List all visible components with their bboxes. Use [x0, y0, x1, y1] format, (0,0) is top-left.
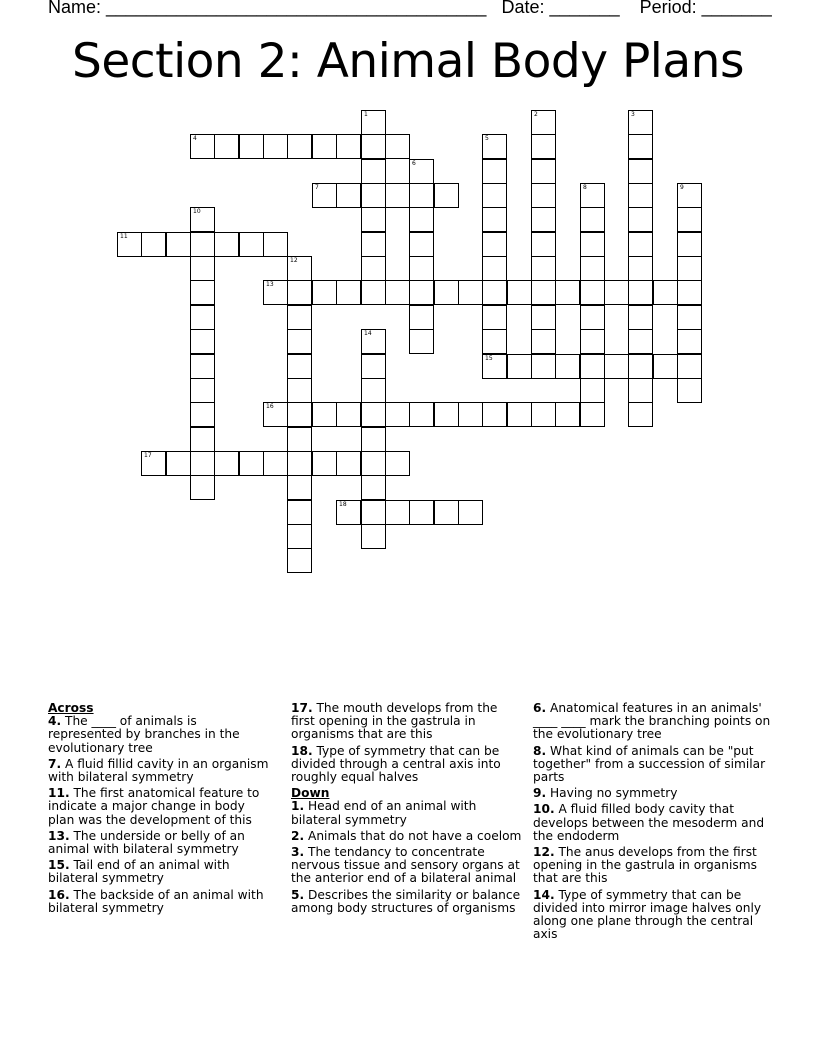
clue-down-6: [533, 702, 773, 742]
grid-cell[interactable]: [409, 305, 434, 330]
grid-cell[interactable]: [628, 134, 653, 159]
grid-cell[interactable]: [361, 500, 386, 525]
grid-cell[interactable]: [677, 183, 702, 208]
grid-cell[interactable]: [361, 524, 386, 549]
grid-cell[interactable]: [458, 280, 483, 305]
clue-text: Type of symmetry that can be divided into mirror image halves only along one plane through the central axis: [533, 887, 762, 942]
grid-cell[interactable]: [531, 256, 556, 281]
grid-cell[interactable]: [190, 427, 215, 452]
clue-number-label: 18: [339, 501, 347, 508]
grid-cell[interactable]: [214, 451, 239, 476]
grid-cell[interactable]: [482, 232, 507, 257]
grid-cell[interactable]: [361, 207, 386, 232]
grid-cell[interactable]: [409, 500, 434, 525]
clue-number-label: 2: [534, 111, 538, 118]
grid-cell[interactable]: [190, 402, 215, 427]
grid-cell[interactable]: [580, 354, 605, 379]
clue-number-label: 5: [485, 135, 489, 142]
clue-number: 5.: [291, 887, 305, 902]
grid-cell[interactable]: [677, 232, 702, 257]
page-title: Section 2: Animal Body Plans: [72, 34, 744, 89]
clue-down-2: [291, 830, 523, 843]
grid-cell[interactable]: [361, 427, 386, 452]
grid-cell[interactable]: [263, 280, 288, 305]
clue-number: 10.: [533, 802, 555, 817]
grid-cell[interactable]: [555, 402, 580, 427]
clue-text: The underside or belly of an animal with bilateral symmetry: [48, 828, 245, 857]
grid-cell[interactable]: [263, 232, 288, 257]
clue-text: What kind of animals can be "put together" from a succession of similar parts: [533, 743, 766, 785]
grid-cell[interactable]: [336, 280, 361, 305]
grid-cell[interactable]: [239, 134, 264, 159]
grid-cell[interactable]: [239, 232, 264, 257]
grid-cell[interactable]: [336, 402, 361, 427]
clues-column-1: [48, 702, 274, 918]
clue-number-label: 14: [364, 330, 372, 337]
across-heading: Across: [48, 701, 94, 715]
date-blank[interactable]: _______: [549, 0, 620, 17]
clue-text: The first anatomical feature to indicate a major change in body plan was the development of this: [48, 786, 260, 827]
clue-text: Tail end of an animal with bilateral symmetry: [48, 858, 230, 886]
grid-cell[interactable]: [409, 280, 434, 305]
grid-cell[interactable]: [361, 329, 386, 354]
clue-down-9: [533, 787, 773, 800]
grid-cell[interactable]: [287, 402, 312, 427]
grid-cell[interactable]: [361, 402, 386, 427]
grid-cell[interactable]: [409, 402, 434, 427]
grid-cell[interactable]: [214, 232, 239, 257]
grid-cell[interactable]: [117, 232, 142, 257]
clue-text: The tendancy to concentrate nervous tissue and sensory organs at the anterior end of a bilateral animal: [291, 845, 520, 886]
clue-number-label: 16: [266, 403, 274, 410]
grid-cell[interactable]: [385, 451, 410, 476]
clue-across-7: [48, 758, 274, 784]
grid-cell[interactable]: [531, 329, 556, 354]
grid-cell[interactable]: [190, 134, 215, 159]
clue-across-15: [48, 859, 274, 885]
grid-cell[interactable]: [531, 402, 556, 427]
clue-text: Head end of an animal with bilateral symmetry: [291, 799, 477, 827]
grid-cell[interactable]: [580, 329, 605, 354]
grid-cell[interactable]: [214, 134, 239, 159]
clue-text: The anus develops from the first opening in the gastrula in organisms that are this: [533, 845, 757, 886]
clue-across-18: [291, 745, 523, 785]
grid-cell[interactable]: [628, 159, 653, 184]
grid-cell[interactable]: [361, 159, 386, 184]
grid-cell[interactable]: [555, 280, 580, 305]
grid-cell[interactable]: [385, 402, 410, 427]
grid-cell[interactable]: [507, 280, 532, 305]
grid-cell[interactable]: [677, 256, 702, 281]
grid-cell[interactable]: [190, 305, 215, 330]
grid-cell[interactable]: [336, 451, 361, 476]
clue-down-10: [533, 803, 773, 843]
grid-cell[interactable]: [628, 232, 653, 257]
grid-cell[interactable]: [677, 280, 702, 305]
grid-cell[interactable]: [531, 110, 556, 135]
period-label: Period:: [639, 0, 697, 17]
clue-text: The backside of an animal with bilateral symmetry: [48, 887, 264, 915]
grid-cell[interactable]: [434, 280, 459, 305]
grid-cell[interactable]: [287, 451, 312, 476]
grid-cell[interactable]: [312, 402, 337, 427]
grid-cell[interactable]: [361, 134, 386, 159]
grid-cell[interactable]: [434, 183, 459, 208]
grid-cell[interactable]: [628, 402, 653, 427]
grid-cell[interactable]: [190, 354, 215, 379]
clue-number: 1.: [291, 799, 305, 814]
grid-cell[interactable]: [263, 134, 288, 159]
clue-number-label: 1: [364, 111, 368, 118]
grid-cell[interactable]: [458, 402, 483, 427]
grid-cell[interactable]: [409, 329, 434, 354]
clue-number-label: 6: [412, 160, 416, 167]
grid-cell[interactable]: [531, 159, 556, 184]
clue-number-label: 13: [266, 281, 274, 288]
grid-cell[interactable]: [361, 378, 386, 403]
clue-down-5: [291, 889, 523, 915]
grid-cell[interactable]: [482, 159, 507, 184]
grid-cell[interactable]: [482, 354, 507, 379]
clue-number-label: 17: [144, 452, 152, 459]
clue-number-label: 11: [120, 233, 128, 240]
grid-cell[interactable]: [287, 378, 312, 403]
clue-number-label: 4: [193, 135, 197, 142]
clue-number: 8.: [533, 743, 547, 758]
date-label: Date:: [501, 0, 545, 17]
grid-cell[interactable]: [263, 402, 288, 427]
clue-text: Type of symmetry that can be divided through a central axis into roughly equal halves: [291, 743, 501, 785]
grid-cell[interactable]: [336, 134, 361, 159]
grid-cell[interactable]: [361, 451, 386, 476]
grid-cell[interactable]: [482, 280, 507, 305]
clue-number: 12.: [533, 845, 555, 860]
clue-number-label: 8: [583, 184, 587, 191]
grid-cell[interactable]: [409, 159, 434, 184]
grid-cell[interactable]: [531, 305, 556, 330]
grid-cell[interactable]: [166, 451, 191, 476]
clue-across-16: [48, 889, 274, 915]
grid-cell[interactable]: [653, 354, 678, 379]
grid-cell[interactable]: [361, 110, 386, 135]
grid-cell[interactable]: [385, 500, 410, 525]
grid-cell[interactable]: [531, 134, 556, 159]
grid-cell[interactable]: [190, 329, 215, 354]
clue-number: 16.: [48, 887, 70, 902]
grid-cell[interactable]: [580, 280, 605, 305]
clue-number: 13.: [48, 828, 70, 843]
grid-cell[interactable]: [312, 183, 337, 208]
grid-cell[interactable]: [580, 207, 605, 232]
grid-cell[interactable]: [580, 256, 605, 281]
grid-cell[interactable]: [190, 280, 215, 305]
grid-cell[interactable]: [361, 280, 386, 305]
clue-number-label: 12: [290, 257, 298, 264]
clue-text: The ____ of animals is represented by branches in the evolutionary tree: [48, 714, 240, 755]
grid-cell[interactable]: [287, 548, 312, 573]
grid-cell[interactable]: [287, 134, 312, 159]
grid-cell[interactable]: [482, 183, 507, 208]
grid-cell[interactable]: [287, 500, 312, 525]
grid-cell[interactable]: [361, 183, 386, 208]
clue-number: 6.: [533, 701, 547, 715]
grid-cell[interactable]: [190, 232, 215, 257]
grid-cell[interactable]: [580, 305, 605, 330]
clue-number: 17.: [291, 701, 313, 715]
grid-cell[interactable]: [628, 354, 653, 379]
grid-cell[interactable]: [482, 329, 507, 354]
grid-cell[interactable]: [507, 354, 532, 379]
clue-number: 2.: [291, 828, 305, 843]
grid-cell[interactable]: [628, 378, 653, 403]
grid-cell[interactable]: [409, 183, 434, 208]
clue-number-label: 10: [193, 208, 201, 215]
clue-down-3: [291, 846, 523, 886]
clue-number: 4.: [48, 714, 62, 729]
clue-across-11: [48, 787, 274, 827]
grid-cell[interactable]: [287, 354, 312, 379]
name-label: Name:: [48, 0, 102, 17]
clue-number: 11.: [48, 786, 70, 801]
grid-cell[interactable]: [580, 378, 605, 403]
clue-number: 3.: [291, 845, 305, 860]
grid-cell[interactable]: [677, 207, 702, 232]
clue-down-1: [291, 800, 523, 826]
clue-text: Animals that do not have a coelom: [308, 828, 522, 843]
clue-across-17: [291, 702, 523, 742]
down-heading: Down: [291, 786, 330, 801]
grid-cell[interactable]: [190, 475, 215, 500]
grid-cell[interactable]: [287, 524, 312, 549]
grid-cell[interactable]: [458, 500, 483, 525]
grid-cell[interactable]: [361, 354, 386, 379]
grid-cell[interactable]: [580, 402, 605, 427]
grid-cell[interactable]: [628, 256, 653, 281]
grid-cell[interactable]: [531, 207, 556, 232]
grid-cell[interactable]: [482, 305, 507, 330]
grid-cell[interactable]: [239, 451, 264, 476]
grid-cell[interactable]: [580, 232, 605, 257]
clue-number-label: 7: [315, 184, 319, 191]
clue-down-14: [533, 889, 773, 942]
clue-across-13: [48, 830, 274, 856]
grid-cell[interactable]: [555, 354, 580, 379]
grid-cell[interactable]: [507, 402, 532, 427]
grid-cell[interactable]: [190, 378, 215, 403]
grid-cell[interactable]: [287, 427, 312, 452]
grid-cell[interactable]: [677, 354, 702, 379]
grid-cell[interactable]: [628, 207, 653, 232]
grid-cell[interactable]: [482, 402, 507, 427]
clue-number: 15.: [48, 858, 70, 873]
grid-cell[interactable]: [434, 500, 459, 525]
grid-cell[interactable]: [677, 329, 702, 354]
grid-cell[interactable]: [628, 329, 653, 354]
clue-number-label: 3: [631, 111, 635, 118]
grid-cell[interactable]: [409, 207, 434, 232]
grid-cell[interactable]: [628, 110, 653, 135]
period-blank[interactable]: _______: [701, 0, 772, 17]
clue-number-label: 9: [680, 184, 684, 191]
grid-cell[interactable]: [482, 256, 507, 281]
clue-number: 14.: [533, 887, 555, 902]
grid-cell[interactable]: [653, 280, 678, 305]
grid-cell[interactable]: [190, 207, 215, 232]
grid-cell[interactable]: [190, 451, 215, 476]
clue-number: 9.: [533, 786, 547, 801]
grid-cell[interactable]: [287, 475, 312, 500]
grid-cell[interactable]: [531, 354, 556, 379]
grid-cell[interactable]: [604, 280, 629, 305]
grid-cell[interactable]: [409, 256, 434, 281]
clue-text: The mouth develops from the first opening in the gastrula in organisms that are this: [291, 701, 498, 742]
grid-cell[interactable]: [287, 329, 312, 354]
grid-cell[interactable]: [312, 280, 337, 305]
grid-cell[interactable]: [287, 256, 312, 281]
clue-text: Anatomical features in an animals' ____ ____ mark the branching points on the evolutionary tree: [533, 701, 771, 742]
grid-cell[interactable]: [312, 134, 337, 159]
grid-cell[interactable]: [287, 280, 312, 305]
clue-number: 7.: [48, 756, 62, 771]
clue-down-12: [533, 846, 773, 886]
grid-cell[interactable]: [580, 183, 605, 208]
grid-cell[interactable]: [677, 305, 702, 330]
grid-cell[interactable]: [531, 183, 556, 208]
clue-number-label: 15: [485, 355, 493, 362]
grid-cell[interactable]: [604, 354, 629, 379]
grid-cell[interactable]: [141, 232, 166, 257]
grid-cell[interactable]: [361, 475, 386, 500]
clue-text: A fluid fillid cavity in an organism with bilateral symmetry: [48, 756, 269, 785]
grid-cell[interactable]: [482, 207, 507, 232]
clue-across-4: [48, 715, 274, 755]
grid-cell[interactable]: [385, 134, 410, 159]
grid-cell[interactable]: [166, 232, 191, 257]
clues-column-3: [533, 702, 773, 944]
grid-cell[interactable]: [628, 305, 653, 330]
clue-text: A fluid filled body cavity that develops between the mesoderm and the endoderm: [533, 802, 765, 843]
clue-down-8: [533, 745, 773, 785]
grid-cell[interactable]: [336, 500, 361, 525]
grid-cell[interactable]: [434, 402, 459, 427]
grid-cell[interactable]: [336, 183, 361, 208]
grid-cell[interactable]: [385, 183, 410, 208]
grid-cell[interactable]: [361, 256, 386, 281]
clue-number: 18.: [291, 743, 313, 758]
grid-cell[interactable]: [361, 232, 386, 257]
grid-cell[interactable]: [287, 305, 312, 330]
grid-cell[interactable]: [628, 280, 653, 305]
clues-column-2: [291, 702, 523, 918]
grid-cell[interactable]: [312, 451, 337, 476]
grid-cell[interactable]: [141, 451, 166, 476]
grid-cell[interactable]: [531, 232, 556, 257]
grid-cell[interactable]: [263, 451, 288, 476]
grid-cell[interactable]: [531, 280, 556, 305]
grid-cell[interactable]: [385, 280, 410, 305]
grid-cell[interactable]: [628, 183, 653, 208]
clue-text: Describes the similarity or balance among body structures of organisms: [291, 887, 521, 915]
grid-cell[interactable]: [677, 378, 702, 403]
grid-cell[interactable]: [190, 256, 215, 281]
grid-cell[interactable]: [482, 134, 507, 159]
clue-text: Having no symmetry: [550, 786, 678, 801]
name-blank[interactable]: ______________________________________: [106, 0, 487, 17]
grid-cell[interactable]: [409, 232, 434, 257]
